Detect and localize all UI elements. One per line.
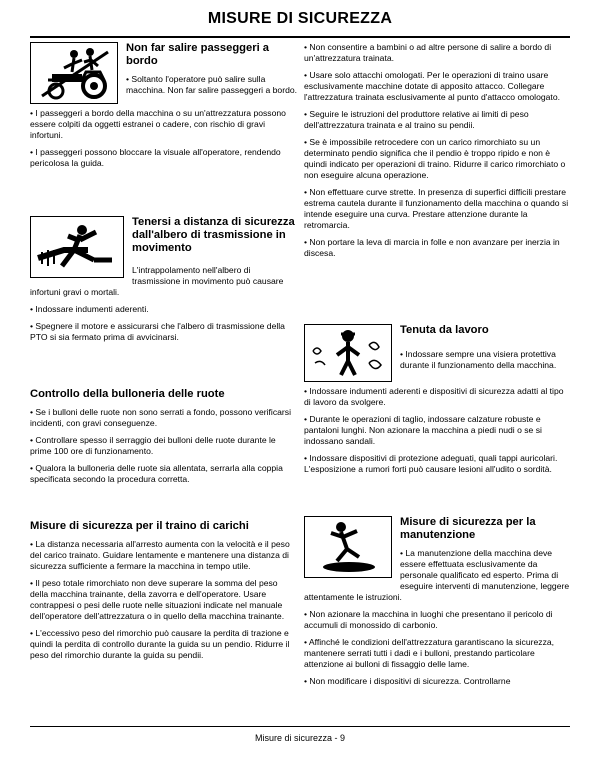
section-heading: Controllo della bulloneria delle ruote — [30, 388, 225, 400]
paragraph: • Affinché le condizioni dell'attrezzatura garantiscano la sicurezza, mantenere serrati tutti i dadi e i bulloni, prestando particolare attenzione ai bulloni di fissaggio delle lame. — [304, 637, 555, 669]
page-title: MISURE DI SICUREZZA — [207, 10, 393, 27]
page-footer: Misure di sicurezza - 9 — [254, 733, 346, 743]
section-passengers — [30, 42, 298, 175]
paragraph: • Indossare indumenti aderenti e dispositivi di sicurezza adatti al tipo di lavoro da svolgere. — [304, 386, 564, 407]
section-wheelbolts — [30, 388, 298, 491]
title-rule — [30, 36, 570, 38]
paragraph: • Se è impossibile retrocedere con un carico rimorchiato su un determinato pendio significa che il pendio è troppo ripido e non è quindi indicato per operazioni di traino. Ridurre il carico rimorchiato o non eseguire alcuna operazione. — [304, 137, 566, 180]
section-maintenance — [304, 516, 572, 693]
paragraph: • Durante le operazioni di taglio, indossare calzature robuste e pantaloni lunghi. Non azionare la macchina a piedi nudi o se si indossano sandali. — [304, 414, 542, 446]
paragraph: • Non modificare i dispositivi di sicurezza. Controllarne — [304, 676, 511, 686]
section-towing-continued — [304, 42, 572, 265]
paragraph: • Indossare dispositivi di protezione adeguati, quali tappi auricolari. L'esposizione a rumori forti può causare lesioni all'udito o sordità. — [304, 453, 558, 474]
paragraph: • Il peso totale rimorchiato non deve superare la somma del peso della macchina trainante, della zavorra e dell'operatore. Usare contrappesi o pesi delle ruote nelle situazioni indicate nel manuale dell'operatore dell'attrezzatura o in quello della macchina trainante. — [30, 578, 285, 621]
paragraph: • Indossare indumenti aderenti. — [30, 304, 149, 314]
section-heading: Misure di sicurezza per la manutenzione — [400, 516, 536, 541]
tractor-passenger-warning-icon — [30, 42, 118, 104]
paragraph: • L'eccessivo peso del rimorchio può causare la perdita di trazione e quindi la perdita di controllo durante la guida su un pendio. Ridurre il peso del rimorchio durante la guida su pendii. — [30, 628, 290, 660]
paragraph: • Soltanto l'operatore può salire sulla macchina. Non far salire passeggeri a bordo. — [126, 74, 298, 95]
paragraph: • Non portare la leva di marcia in folle e non avanzare per inerzia in discesa. — [304, 237, 560, 258]
footer-rule — [30, 726, 570, 727]
paragraph: • Spegnere il motore e assicurarsi che l'albero di trasmissione della PTO si sia fermato prima di avvicinarsi. — [30, 321, 285, 342]
paragraph: • Seguire le istruzioni del produttore relative ai limiti di peso dell'attrezzatura trainata e al traino su pendii. — [304, 109, 529, 130]
paragraph: • Non azionare la macchina in luoghi che presentano il pericolo di accumuli di monossido di carbonio. — [304, 609, 553, 630]
section-heading: Tenersi a distanza di sicurezza dall'albero di trasmissione in movimento — [132, 216, 295, 254]
paragraph: • Non effettuare curve strette. In presenza di superfici difficili prestare estrema cautela durante il funzionamento della macchina o quando si intende eseguire una curva. Prestare attenzione durante la retromarcia. — [304, 187, 569, 230]
section-driveshaft — [30, 216, 298, 349]
paragraph: L'intrappolamento nell'albero di trasmissione in movimento può causare infortuni gravi o mortali. — [30, 265, 284, 297]
paragraph: • I passeggeri a bordo della macchina o su un'attrezzatura possono essere colpiti da oggetti estranei o cadere, con rischio di gravi infortuni. — [30, 108, 286, 140]
paragraph: • Indossare sempre una visiera protettiva durante il funzionamento della macchina. — [400, 349, 557, 370]
section-workwear — [304, 324, 572, 481]
section-heading: Tenuta da lavoro — [400, 324, 489, 336]
paragraph: • Qualora la bulloneria delle ruote sia allentata, serrarla alla coppia specificata secondo la procedura corretta. — [30, 463, 283, 484]
driveshaft-entanglement-icon — [30, 216, 124, 278]
protective-equipment-icon — [304, 324, 392, 382]
section-heading: Misure di sicurezza per il traino di carichi — [30, 520, 249, 532]
paragraph: • Usare solo attacchi omologati. Per le operazioni di traino usare esclusivamente macchine dotate di apposito attacco. Collegare l'attrezzatura trainata esclusivamente al punto d'attacco omologato. — [304, 70, 560, 102]
paragraph: • Se i bulloni delle ruote non sono serrati a fondo, possono verificarsi incidenti, con gravi conseguenze. — [30, 407, 291, 428]
paragraph: • Controllare spesso il serraggio dei bulloni delle ruote durante le prime 100 ore di funzionamento. — [30, 435, 276, 456]
maintenance-hazard-icon — [304, 516, 392, 578]
paragraph: • La manutenzione della macchina deve essere effettuata esclusivamente da personale qualificato ed esperto. Prima di eseguire interventi di manutenzione, leggere attentamente le istruzioni. — [304, 548, 570, 602]
paragraph: • I passeggeri possono bloccare la visuale all'operatore, rendendo pericolosa la guida. — [30, 147, 281, 168]
section-heading: Non far salire passeggeri a bordo — [126, 42, 270, 67]
section-towing — [30, 520, 298, 667]
paragraph: • La distanza necessaria all'arresto aumenta con la velocità e il peso del carico trainato. Guidare lentamente e mantenere una distanza di sicurezza sufficiente a fermare la macchina in tempo utile. — [30, 539, 290, 571]
paragraph: • Non consentire a bambini o ad altre persone di salire a bordo di un'attrezzatura trainata. — [304, 42, 552, 63]
